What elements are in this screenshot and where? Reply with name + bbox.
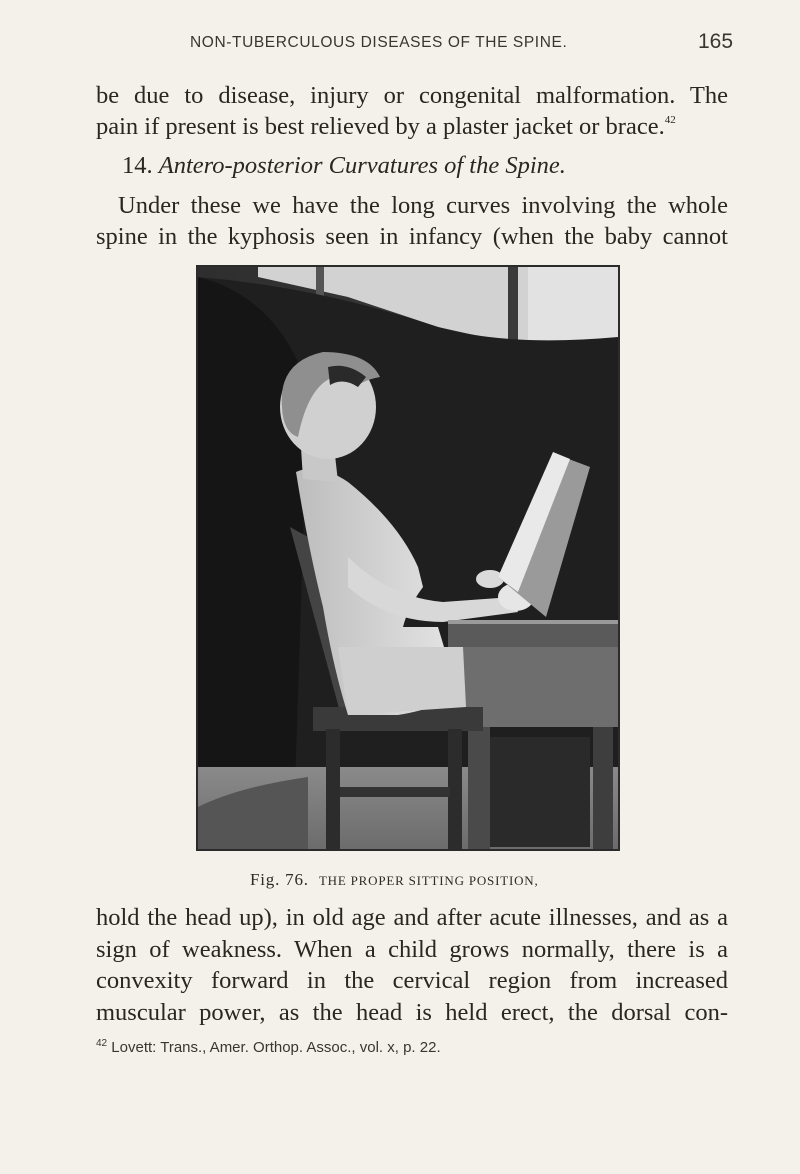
paragraph-3-line-4: muscular power, as the head is held erect, the dorsal con- <box>96 998 728 1026</box>
paragraph-3-line-3: convexity forward in the cervical region from increased <box>96 967 728 994</box>
footnote <box>96 1039 441 1056</box>
footnote-text: Lovett: Trans., Amer. Orthop. Assoc., vol. x, p. 22. <box>111 1039 441 1056</box>
section-number: 14. <box>122 152 153 179</box>
figure-caption-text: THE PROPER SITTING POSITION, <box>318 873 539 888</box>
paragraph-2-line-2: spine in the kyphosis seen in infancy (when the baby cannot <box>96 223 728 250</box>
paragraph-1-line-1: be due to disease, injury or congenital malformation. The <box>96 82 728 109</box>
paragraph-1-line-2-text: pain if present is best relieved by a plaster jacket or brace. <box>96 113 665 140</box>
section-heading <box>122 152 566 180</box>
figure-label: Fig. 76. <box>250 870 309 889</box>
paragraph-3-line-2: sign of weakness. When a child grows normally, there is a <box>96 935 728 963</box>
footnote-reference: 42 <box>664 114 676 126</box>
paragraph-3-line-1: hold the head up), in old age and after acute illnesses, and as a <box>96 904 728 931</box>
paragraph-2 <box>96 190 728 252</box>
paragraph-2-line-1: Under these we have the long curves involving the whole <box>118 192 728 219</box>
paragraph-1-line-2 <box>96 111 728 142</box>
running-header <box>0 0 800 60</box>
running-title: NON-TUBERCULOUS DISEASES OF THE SPINE. <box>190 34 568 51</box>
paragraph-3 <box>96 902 728 1028</box>
footnote-mark: 42 <box>96 1038 108 1049</box>
figure-caption <box>250 870 539 890</box>
figure-photograph <box>196 265 620 851</box>
paragraph-1 <box>96 80 728 142</box>
photograph-child-sitting-at-table <box>198 267 618 849</box>
section-title: Antero-posterior Curvatures of the Spine. <box>158 152 566 179</box>
page-number: 165 <box>698 30 734 53</box>
